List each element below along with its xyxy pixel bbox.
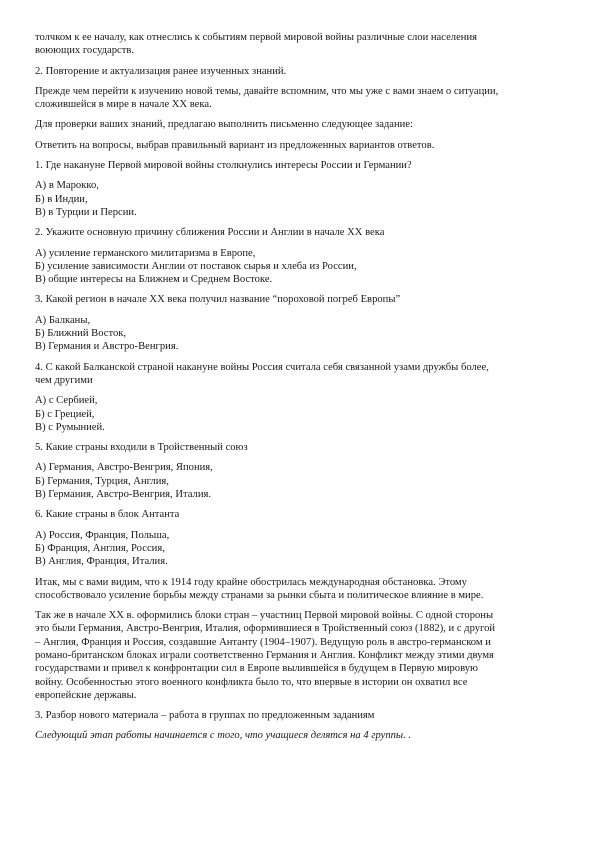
answer-options xyxy=(35,394,560,434)
answer-option-b: Б) в Индии, xyxy=(35,193,88,205)
task-lead: Для проверки ваших знаний, предлагаю выполнить письменно следующее задание: xyxy=(35,119,413,131)
question-text: 1. Где накануне Первой мировой войны столкнулись интересы России и Германии? xyxy=(35,160,412,172)
answer-options xyxy=(35,529,560,569)
answer-option-c: В) в Турции и Персии. xyxy=(35,206,137,218)
question-text: 4. С какой Балканской страной накануне войны Россия считала себя связанной узами дружбы более, чем другими xyxy=(35,361,489,386)
answer-option-c: В) Германия и Австро-Венгрия. xyxy=(35,341,179,353)
answer-option-a: А) Балканы, xyxy=(35,314,91,326)
question-text: 5. Какие страны входили в Тройственный союз xyxy=(35,442,248,454)
question-text: 3. Какой регион в начале XX века получил название “пороховой погреб Европы” xyxy=(35,294,401,306)
question-text: 6. Какие страны в блок Антанта xyxy=(35,509,180,521)
question-4 xyxy=(35,361,560,434)
section-2-text: Прежде чем перейти к изучению новой темы, давайте вспомним, что мы уже с вами знаем о ситуации, сложившейся в мире в начале XX века. xyxy=(35,85,499,111)
answer-option-b: Б) Франция, Англия, Россия, xyxy=(35,542,165,554)
section-2-title: 2. Повторение и актуализация ранее изученных знаний. xyxy=(35,65,287,77)
answer-option-a: А) в Марокко, xyxy=(35,180,99,192)
answer-option-c: В) общие интересы на Ближнем и Среднем Востоке. xyxy=(35,274,273,286)
question-5 xyxy=(35,441,560,501)
answer-option-c: В) Германия, Австро-Венгрия, Италия. xyxy=(35,489,212,501)
answer-option-b: Б) Ближний Восток, xyxy=(35,328,127,340)
answer-options xyxy=(35,461,560,501)
section-3-title: 3. Разбор нового материала – работа в группах по предложенным заданиям xyxy=(35,710,375,722)
answer-option-a: А) Россия, Франция, Польша, xyxy=(35,529,170,541)
question-2 xyxy=(35,226,560,286)
task-instruction: Ответить на вопросы, выбрав правильный вариант из предложенных вариантов ответов. xyxy=(35,139,435,151)
answer-option-a: А) усиление германского милитаризма в Европе, xyxy=(35,247,256,259)
answer-option-c: В) с Румынией. xyxy=(35,421,105,433)
summary-paragraph-2: Так же в начале XX в. оформились блоки стран – участниц Первой мировой войны. С одной стороны это были Германия, Австро-Венгрия, Италия, оформившиеся в Тройственный союз (1882), и с другой – Англия, Франция и Россия, создавшие Антанту (1904–1907). Ведущую роль в австро-германском и романо-британском блоках играли соответственно Германия и Англия. Конфликт между этими двумя государствами и привел к конфронтации сил в Европе вылившейся в будущем в Первую мировую войну. Особенностью этого военного конфликта было то, что впервые в истории он охватил все европейские державы. xyxy=(35,610,496,701)
answer-option-b: Б) с Грецией, xyxy=(35,408,95,420)
answer-option-a: А) с Сербией, xyxy=(35,395,98,407)
answer-options xyxy=(35,247,560,287)
answer-options xyxy=(35,179,560,219)
intro-continuation: толчком к ее началу, как отнеслись к событиям первой мировой войны различные слои населения воюющих государств. xyxy=(35,32,477,57)
answer-option-b: Б) усиление зависимости Англии от поставок сырья и хлеба из России, xyxy=(35,260,357,272)
question-1 xyxy=(35,159,560,219)
question-6 xyxy=(35,508,560,568)
answer-option-a: А) Германия, Австро-Венгрия, Япония, xyxy=(35,462,213,474)
answer-options xyxy=(35,314,560,354)
question-text: 2. Укажите основную причину сближения России и Англии в начале XX века xyxy=(35,227,385,239)
section-3-note: Следующий этап работы начинается с того, что учащиеся делятся на 4 группы. . xyxy=(35,730,412,742)
question-3 xyxy=(35,293,560,353)
document-page xyxy=(35,31,560,750)
answer-option-c: В) Англия, Франция, Италия. xyxy=(35,556,168,568)
summary-paragraph-1: Итак, мы с вами видим, что к 1914 году крайне обострилась международная обстановка. Этому способствовало усиление борьбы между странами за рынки сбыта и политическое влияние в мире. xyxy=(35,576,484,601)
answer-option-b: Б) Германия, Турция, Англия, xyxy=(35,475,169,487)
